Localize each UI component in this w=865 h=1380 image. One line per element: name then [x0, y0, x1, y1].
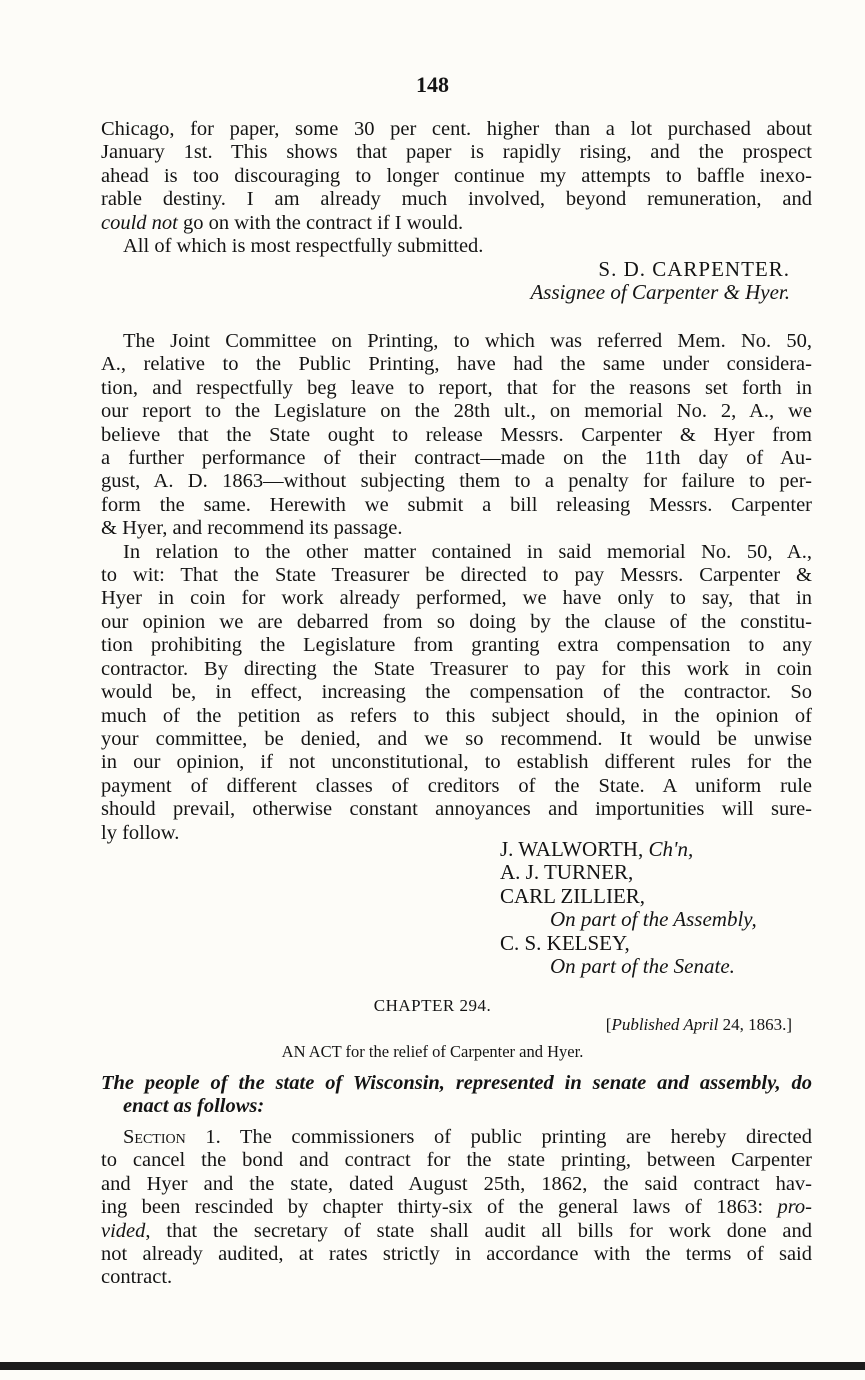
enacting-line: enact as follows: [123, 1095, 265, 1118]
section-text: ing been rescinded by chapter thirty-six of the general laws of 1863: [101, 1196, 778, 1219]
report-line: payment of different classes of creditors of the State. A uniform rule [101, 774, 812, 797]
section-text: , that the secretary of state shall audit all bills for work done and [145, 1219, 812, 1242]
letter-signature [0, 258, 865, 305]
section-1 [101, 1126, 812, 1290]
signer-title: Assignee of Carpenter & Hyer. [530, 280, 790, 305]
section-text: The commissioners of public printing are hereby directed [220, 1126, 812, 1148]
enacting-clause [101, 1072, 812, 1119]
page-number: 148 [416, 72, 449, 97]
report-line: In relation to the other matter contained in said memorial No. 50, A., [123, 540, 812, 563]
report-line: A., relative to the Public Printing, have had the same under considera- [101, 353, 812, 376]
report-line: form the same. Herewith we submit a bill releasing Messrs. Carpenter [101, 493, 812, 516]
member-name: J. WALWORTH, [500, 837, 649, 861]
report-line: tion, and respectfully beg leave to report, that for the reasons set forth in [101, 376, 812, 399]
member-kelsey: C. S. KELSEY, [500, 930, 630, 955]
section-label: Section 1. [123, 1126, 221, 1148]
section-line [101, 1196, 812, 1219]
page-bottom-rule [0, 1362, 865, 1370]
letter-line: January 1st. This shows that paper is rapidly rising, and the prospect [101, 141, 812, 164]
report-line: would be, in effect, increasing the compensation of the contractor. So [101, 681, 812, 704]
report-line: a further performance of their contract—made on the 11th day of Au- [101, 447, 812, 470]
report-line: much of the petition as refers to this subject should, in the opinion of [101, 704, 812, 727]
published-day: 24, 1863. [718, 1015, 787, 1034]
report-line: & Hyer, and recommend its passage. [101, 517, 403, 540]
letter-line: ahead is too discouraging to longer continue my attempts to baffle inexo- [101, 164, 812, 187]
section-line [101, 1220, 812, 1243]
act-title: AN ACT for the relief of Carpenter and Hyer. [281, 1042, 584, 1061]
report-line: gust, A. D. 1863—without subjecting them to a penalty for failure to per- [101, 470, 812, 493]
letter-text [101, 118, 812, 258]
letter-line: Chicago, for paper, some 30 per cent. higher than a lot purchased about [101, 118, 812, 140]
report-line: believe that the State ought to release Messrs. Carpenter & Hyer from [101, 423, 812, 446]
section-line: to cancel the bond and contract for the state printing, between Carpenter [101, 1149, 812, 1172]
report-line: should prevail, otherwise constant annoyances and importunities will sure- [101, 798, 812, 821]
report-line: contractor. By directing the State Treasurer to pay for this work in coin [101, 657, 812, 680]
section-line: contract. [101, 1266, 173, 1289]
committee-members [500, 838, 757, 978]
report-line: our opinion we are debarred from so doing by the clause of the constitu- [101, 610, 812, 633]
chapter-heading: CHAPTER 294. [373, 996, 492, 1015]
letter-line [101, 212, 812, 235]
report-paragraph-1 [101, 330, 812, 541]
report-line: Hyer in coin for work already performed, we have only to say, that in [101, 587, 812, 610]
member-role: Ch'n, [648, 837, 694, 861]
letter-closing: All of which is most respectfully submitted. [123, 235, 484, 258]
emphasis-text: vided [101, 1219, 146, 1242]
member-walworth [500, 838, 757, 861]
published-label: Published April [611, 1015, 719, 1034]
assembly-label: On part of the Assembly, [550, 907, 757, 932]
report-paragraph-2 [101, 541, 812, 845]
published-date: [Published April 24, 1863.] [605, 1015, 792, 1034]
emphasis-text: could not [101, 211, 178, 234]
member-turner: A. J. TURNER, [500, 860, 634, 885]
report-line: ly follow. [101, 821, 180, 844]
report-line: your committee, be denied, and we so recommend. It would be unwise [101, 727, 812, 750]
letter-line-rest: go on with the contract if I would. [177, 211, 464, 234]
report-line: our report to the Legislature on the 28th ult., on memorial No. 2, A., we [101, 400, 812, 423]
section-line: and Hyer and the state, dated August 25th, 1862, the said contract hav- [101, 1172, 812, 1195]
signer-name: S. D. CARPENTER. [598, 257, 790, 281]
section-line: not already audited, at rates strictly in accordance with the terms of said [101, 1243, 812, 1266]
emphasis-text: pro- [777, 1196, 812, 1219]
report-line: to wit: That the State Treasurer be directed to pay Messrs. Carpenter & [101, 564, 812, 587]
senate-label: On part of the Senate. [550, 954, 735, 979]
report-line: tion prohibiting the Legislature from granting extra compensation to any [101, 634, 812, 657]
report-line: in our opinion, if not unconstitutional, to establish different rules for the [101, 751, 812, 774]
enacting-line: The people of the state of Wisconsin, represented in senate and assembly, do [101, 1072, 812, 1094]
committee-report [101, 330, 812, 845]
report-line: The Joint Committee on Printing, to which was referred Mem. No. 50, [123, 330, 812, 352]
section-line [101, 1126, 812, 1149]
letter-line: rable destiny. I am already much involved, beyond remuneration, and [101, 188, 812, 211]
member-zillier: CARL ZILLIER, [500, 883, 646, 908]
